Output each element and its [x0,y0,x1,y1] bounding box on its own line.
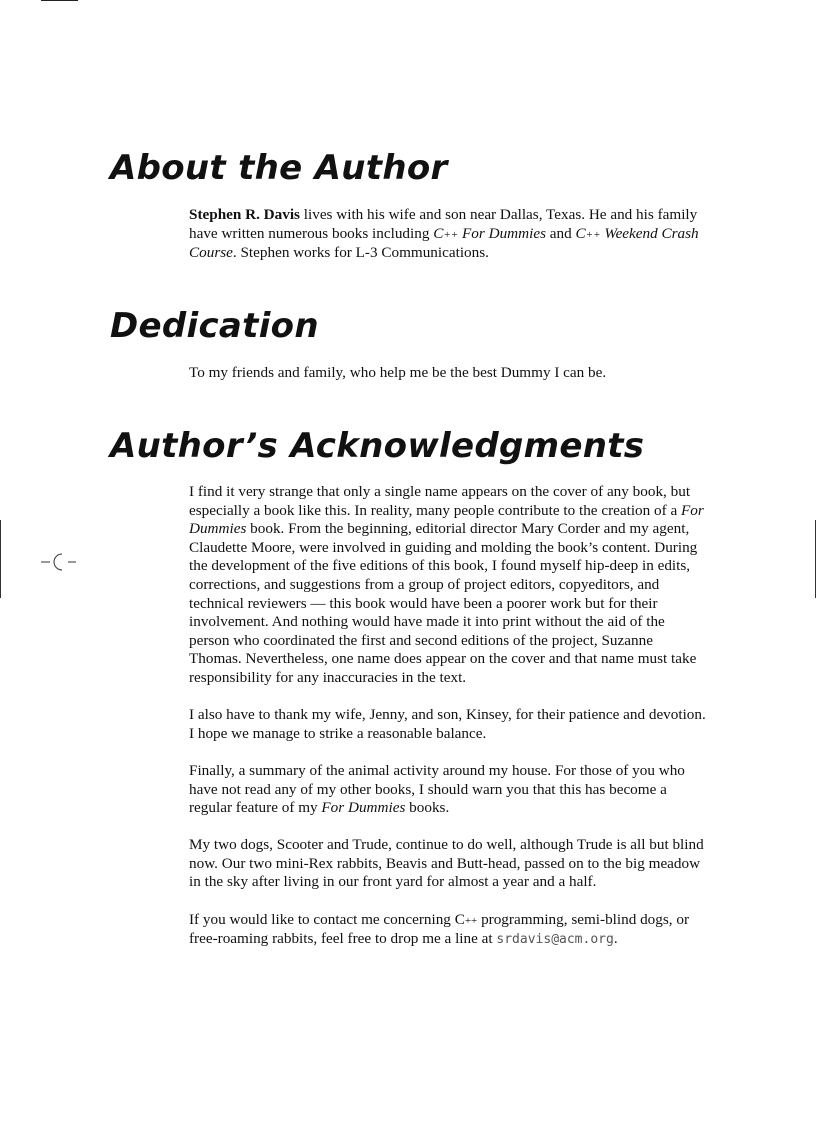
acknowledgments-paragraph-5: If you would like to contact me concerning C++ programming, semi-blind dogs, or free-roaming rabbits, feel free to drop me a line at srdavis@acm.org. [189,910,690,948]
acknowledgments-heading: Author’s Acknowledgments [110,426,645,466]
author-name: Stephen R. Davis [189,206,300,223]
dedication-section [189,364,709,401]
about-text-3: . Stephen works for L-3 Communications. [232,244,489,262]
acknowledgments-paragraph-3: Finally, a summary of the animal activity around my house. For those of you who have not read any of my other books, I should warn you that this has become a regular feature of my For Dummies books. [189,761,685,817]
about-text-2: and [545,224,576,242]
book-title-1: C++ For Dummies [433,224,546,242]
acknowledgments-paragraph-1: I find it very strange that only a single name appears on the cover of any book, but especially a book like this. In reality, many people contribute to the creation of a For Dummies book. From the beginning, editorial director Mary Corder and my agent, Claudette Moore, were involved in guiding and molding the book’s content. During the development of the five editions of this book, I found myself hip-deep in edits, corrections, and suggestions from a group of project editors, copyeditors, and technical reviewers — this book would have been a poorer work but for their involvement. And nothing would have made it into print without the aid of the person who coordinated the first and second editions of the project, Suzanne Thomas. Nevertheless, one name does appear on the cover and that name must take responsibility for any inaccuracies in the text. [189,483,704,686]
crop-mark-left [0,520,1,598]
email-link[interactable]: srdavis@acm.org [496,932,614,948]
registration-mark-icon [40,550,80,574]
acknowledgments-paragraph-2: I also have to thank my wife, Jenny, and son, Kinsey, for their patience and devotion. I hope we manage to strike a reasonable balance. [189,706,706,742]
acknowledgments-paragraph-4: My two dogs, Scooter and Trude, continue to do well, although Trude is all but blind now. Our two mini-Rex rabbits, Beavis and Butt-head, passed on to the big meadow in the sky after living in our front yard for almost a year and a half. [189,836,704,891]
dedication-paragraph: To my friends and family, who help me be the best Dummy I can be. [189,364,607,381]
acknowledgments-section [189,483,709,968]
about-author-paragraph [189,206,709,263]
about-author-section [189,206,709,281]
about-text-1: lives with his wife and son near Dallas, Texas. He and his family have written numerous books including [189,206,698,242]
crop-mark-top [41,0,78,1]
about-author-heading: About the Author [110,148,448,188]
dedication-heading: Dedication [110,306,319,346]
book-title-2: C++ Weekend Crash Course [189,224,699,262]
